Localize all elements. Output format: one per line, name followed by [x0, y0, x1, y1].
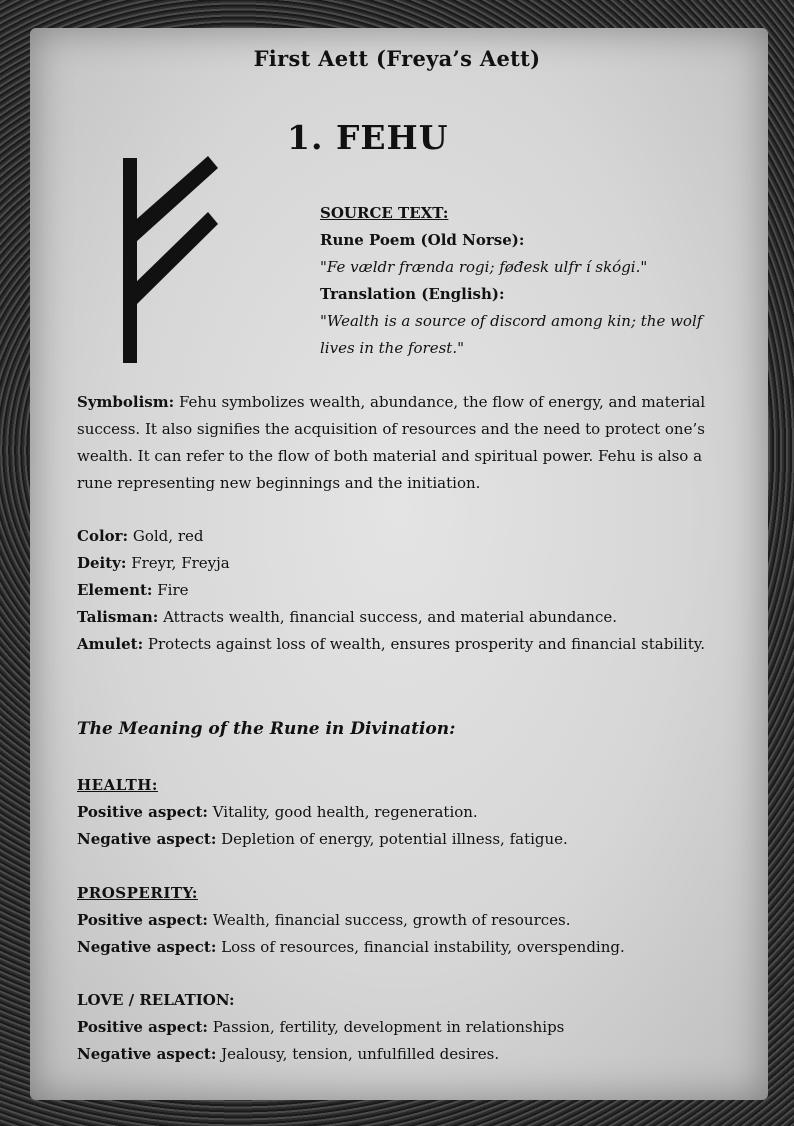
translation-line: "Wealth is a source of discord among kin; the wolf	[320, 312, 703, 330]
health-section	[77, 772, 727, 853]
symbolism-label: Symbolism:	[77, 393, 175, 411]
prosperity-section	[77, 880, 727, 961]
symbolism-line: Fehu symbolizes wealth, abundance, the flow of energy, and material	[178, 393, 706, 411]
positive-label: Positive aspect:	[77, 1018, 208, 1036]
talisman-value: Attracts wealth, financial success, and material abundance.	[163, 608, 618, 626]
rune-title: 1. FEHU	[287, 118, 449, 157]
symbolism-line: rune representing new beginnings and the initiation.	[77, 474, 481, 492]
amulet-label: Amulet:	[77, 635, 144, 653]
color-label: Color:	[77, 527, 129, 545]
health-positive: Vitality, good health, regeneration.	[212, 803, 478, 821]
element-value: Fire	[157, 581, 189, 599]
love-positive: Passion, fertility, development in relationships	[212, 1018, 565, 1036]
love-negative: Jealousy, tension, unfulfilled desires.	[221, 1045, 500, 1063]
talisman-label: Talisman:	[77, 608, 159, 626]
divination-title: The Meaning of the Rune in Divination:	[77, 719, 456, 739]
negative-label: Negative aspect:	[77, 938, 217, 956]
poem-label: Rune Poem (Old Norse):	[320, 231, 525, 249]
deity-label: Deity:	[77, 554, 127, 572]
love-section	[77, 987, 727, 1068]
prosperity-positive: Wealth, financial success, growth of resources.	[212, 911, 571, 929]
page-title: First Aett (Freya’s Aett)	[253, 46, 541, 71]
attributes-list	[77, 523, 727, 658]
negative-label: Negative aspect:	[77, 1045, 217, 1063]
health-negative: Depletion of energy, potential illness, fatigue.	[221, 830, 568, 848]
symbolism-paragraph	[77, 389, 727, 497]
prosperity-negative: Loss of resources, financial instability, overspending.	[221, 938, 625, 956]
negative-label: Negative aspect:	[77, 830, 217, 848]
color-value: Gold, red	[132, 527, 204, 545]
prosperity-heading: PROSPERITY:	[77, 884, 198, 902]
source-text-block	[320, 200, 740, 362]
health-heading: HEALTH:	[77, 776, 158, 794]
poem-text: "Fe vældr frænda rogi; føđesk ulfr í skógi."	[320, 258, 648, 276]
symbolism-line: wealth. It can refer to the flow of both material and spiritual power. Fehu is also a	[77, 447, 703, 465]
fehu-rune-icon	[110, 150, 230, 370]
translation-line: lives in the forest."	[320, 339, 464, 357]
love-heading: LOVE / RELATION:	[77, 991, 235, 1009]
symbolism-line: success. It also signifies the acquisition of resources and the need to protect one’s	[77, 420, 705, 438]
deity-value: Freyr, Freyja	[131, 554, 230, 572]
source-heading: SOURCE TEXT:	[320, 204, 449, 222]
positive-label: Positive aspect:	[77, 803, 208, 821]
positive-label: Positive aspect:	[77, 911, 208, 929]
element-label: Element:	[77, 581, 153, 599]
amulet-value: Protects against loss of wealth, ensures prosperity and financial stability.	[147, 635, 705, 653]
translation-label: Translation (English):	[320, 285, 505, 303]
